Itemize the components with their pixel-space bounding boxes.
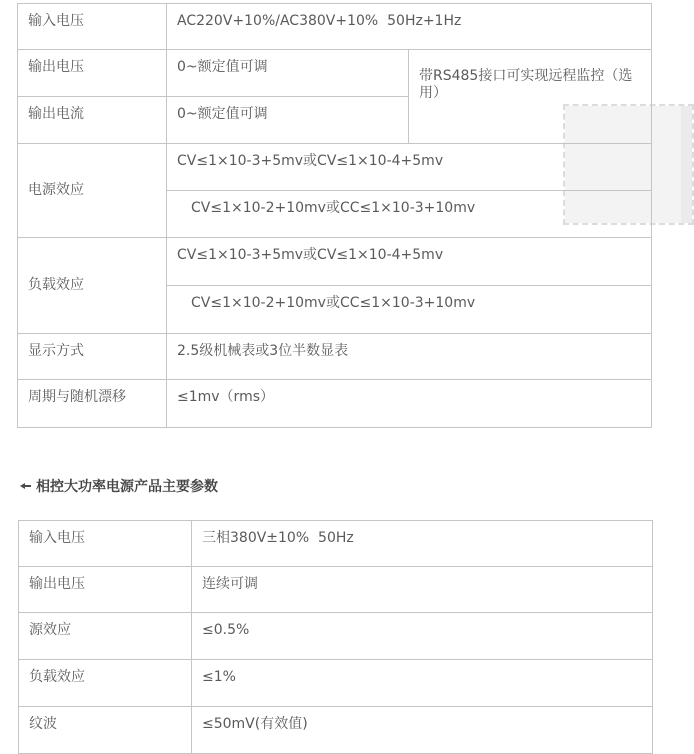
- arrow-bullet-icon: [20, 483, 31, 489]
- spec-value: AC220V+10%/AC380V+10% 50Hz+1Hz: [167, 4, 652, 50]
- spec-value: CV≤1×10-3+5mv或CV≤1×10-4+5mv: [167, 238, 652, 286]
- spec-label: 输出电压: [18, 50, 167, 97]
- spec-value: ≤1mv（rms）: [167, 380, 652, 428]
- spec-value: 三相380V±10% 50Hz: [192, 521, 653, 567]
- spec-label: 输出电压: [19, 567, 192, 613]
- spec-label: 输入电压: [19, 521, 192, 567]
- spec-label: 输入电压: [18, 4, 167, 50]
- spec-value: CV≤1×10-2+10mv或CC≤1×10-3+10mv: [167, 286, 652, 334]
- spec-value: 2.5级机械表或3位半数显表: [167, 334, 652, 380]
- spec-label: 负载效应: [18, 238, 167, 334]
- spec-label: 输出电流: [18, 97, 167, 144]
- spec-label: 显示方式: [18, 334, 167, 380]
- section-heading: [20, 476, 218, 496]
- spec-label: 源效应: [19, 613, 192, 660]
- spec-value: 0~额定值可调: [167, 50, 409, 97]
- spec-label: 纹波: [19, 707, 192, 754]
- spec-value: ≤50mV(有效值): [192, 707, 653, 754]
- spec-value: ≤1%: [192, 660, 653, 707]
- spec-label: 负载效应: [19, 660, 192, 707]
- section-heading-text: 相控大功率电源产品主要参数: [36, 479, 218, 495]
- spec-value: 0~额定值可调: [167, 97, 409, 144]
- spec-label: 周期与随机漂移: [18, 380, 167, 428]
- spec-table-phase-controlled: [18, 520, 653, 754]
- spec-table-power-supply: [17, 3, 652, 428]
- spec-value: CV≤1×10-3+5mv或CV≤1×10-4+5mv: [167, 144, 652, 191]
- spec-label: 电源效应: [18, 144, 167, 238]
- spec-value: ≤0.5%: [192, 613, 653, 660]
- remote-control-note: 带RS485接口可实现远程监控（选用）: [409, 50, 652, 144]
- gray-placeholder-dark-strip: [681, 106, 692, 223]
- spec-value: CV≤1×10-2+10mv或CC≤1×10-3+10mv: [167, 191, 652, 238]
- spec-value: 连续可调: [192, 567, 653, 613]
